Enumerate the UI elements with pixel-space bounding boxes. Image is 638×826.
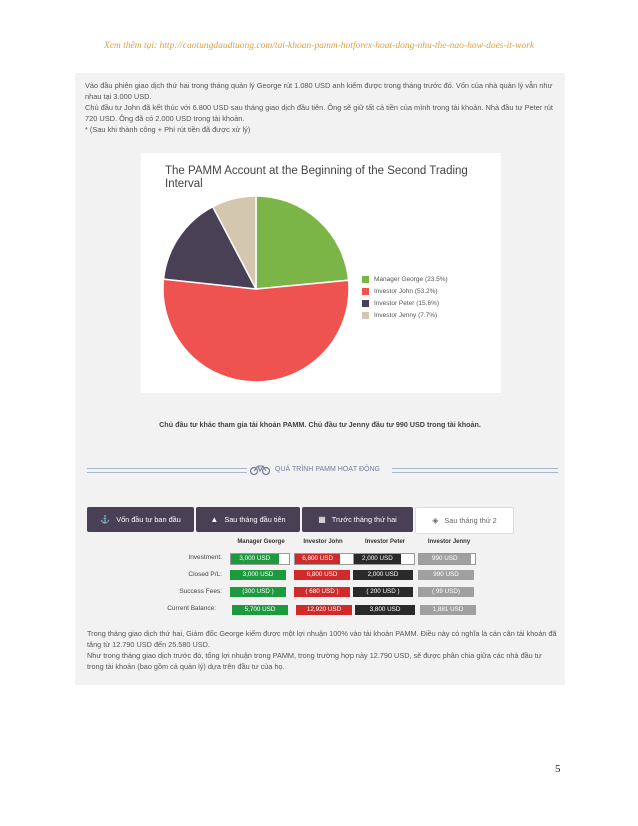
legend-item [362,309,448,321]
row-label-current-balance: Current Balance: [167,605,216,612]
success-fee-peter: ( 200 USD ) [353,587,413,597]
pie-chart [141,153,501,393]
legend-swatch [362,288,369,295]
row-label-closed-pl: Closed P/L: [188,571,222,578]
chart-legend [362,273,448,321]
balance-jenny: 1,881 USD [420,605,476,615]
tab-label: Sau tháng thứ 2 [444,516,497,525]
legend-swatch [362,276,369,283]
closed-pl-john: 6,800 USD [294,570,350,580]
legend-swatch [362,300,369,307]
slider-fill [295,554,340,564]
source-link[interactable]: Xem thêm tại: http://caotungdaudtuong.com/tai-khoan-pamm-hotforex-hoat-dong-nhu-the-nao-how-does-it-work [103,41,535,51]
divider-left [87,468,247,473]
closed-pl-peter: 2,000 USD [353,570,413,580]
slider-fill [354,554,401,564]
row-label-success-fees: Success Fees: [179,588,222,595]
investment-slider-george[interactable] [230,553,290,565]
intro-paragraph-2: Chủ đầu tư John đã kết thúc với 6.800 USD sau tháng giao dịch đầu tiên. Ông sẽ giữ tất cả tiền của mình trong tài khoản. Nhà đầu tư Peter rút 720 USD. Ông đã có 2.000 USD trong tài khoản. [85,103,553,123]
column-header: Manager George [237,539,285,545]
settings-icon: ◈ [432,516,439,525]
success-fee-jenny: ( 99 USD) [418,587,474,597]
tab-label: Trước tháng thứ hai [331,515,397,524]
pie-slice-1 [163,279,349,382]
anchor-icon: ⚓ [100,515,111,524]
intro-paragraph-1: Vào đầu phiên giao dịch thứ hai trong tháng quản lý George rút 1.080 USD anh kiếm được trong tháng trước đó. Vốn của nhà quản lý vẫn như nhau tại 3.000 USD. [85,81,553,101]
balance-peter: 3,800 USD [355,605,415,615]
column-header: Investor Peter [364,539,406,545]
explanation-paragraph-2: Như trong tháng giao dịch trước đó, tổng lợi nhuận trong PAMM, trong trường hợp này 12.790 USD, sẽ được phân chia giữa các nhà đầu tư trong tài khoản (bao gồm cả quản lý) dựa trên đầu tư của họ. [87,651,542,671]
investment-slider-jenny[interactable] [418,553,476,565]
closed-pl-george: 3,000 USD [230,570,286,580]
area-chart-icon: ▲ [210,515,219,524]
legend-swatch [362,312,369,319]
legend-label: Investor Peter (15.6%) [374,299,440,307]
success-fee-john: ( 680 USD ) [294,587,350,597]
chart-caption: Chủ đầu tư khác tham gia tài khoản PAMM. Chủ đầu tư Jenny đầu tư 990 USD trong tài khoản. [159,420,481,429]
cell-value: 2,000 USD [361,555,393,562]
tab-bar [87,507,516,534]
pie-slice-0 [256,196,349,289]
balance-george: 5,700 USD [232,605,288,615]
cell-value: 990 USD [431,555,458,562]
slider-fill [419,554,471,564]
legend-label: Manager George (23.5%) [374,275,448,283]
process-title: QUÁ TRÌNH PAMM HOẠT ĐỘNG [275,465,381,473]
divider-right [392,468,558,473]
column-header: Investor Jenny [427,539,471,545]
legend-item [362,285,448,297]
legend-item [362,297,448,309]
balance-john: 12,920 USD [296,605,352,615]
slider-fill [231,554,279,564]
intro-text [85,81,557,137]
tab-initial-capital[interactable] [87,507,194,532]
tab-before-second-month[interactable] [302,507,413,532]
bar-chart-icon: ▦ [318,515,326,524]
explanation-text [87,629,557,673]
bicycle-icon [250,463,270,475]
investment-slider-john[interactable] [294,553,354,565]
tab-label: Sau tháng đầu tiên [224,515,286,524]
closed-pl-jenny: 990 USD [418,570,474,580]
tab-after-second-month[interactable] [415,507,514,534]
intro-note: * (Sau khi thành công + Phí rút tiền đã được xử lý) [85,125,251,135]
tab-label: Vốn đầu tư ban đầu [116,515,181,524]
cell-value: 3,000 USD [239,555,271,562]
cell-value: 6,800 USD [302,555,334,562]
row-label-investment: Investment: [188,554,222,561]
legend-label: Investor Jenny (7.7%) [374,311,438,319]
explanation-paragraph-1: Trong tháng giao dịch thứ hai, Giám đốc George kiếm được một lợi nhuận 100% vào tài khoản PAMM. Điều này có nghĩa là cán cân tài khoản đã tăng từ 12.790 USD đến 25.580 USD. [87,629,557,649]
success-fee-george: (300 USD ) [230,587,286,597]
legend-label: Investor John (53.2%) [374,287,438,295]
process-header [250,463,380,475]
page-number: 5 [555,763,561,775]
legend-item [362,273,448,285]
investment-slider-peter[interactable] [353,553,415,565]
chart-title: The PAMM Account at the Beginning of the Second Trading Interval [165,165,468,190]
column-header: Investor John [303,539,343,545]
tab-after-first-month[interactable] [196,507,300,532]
